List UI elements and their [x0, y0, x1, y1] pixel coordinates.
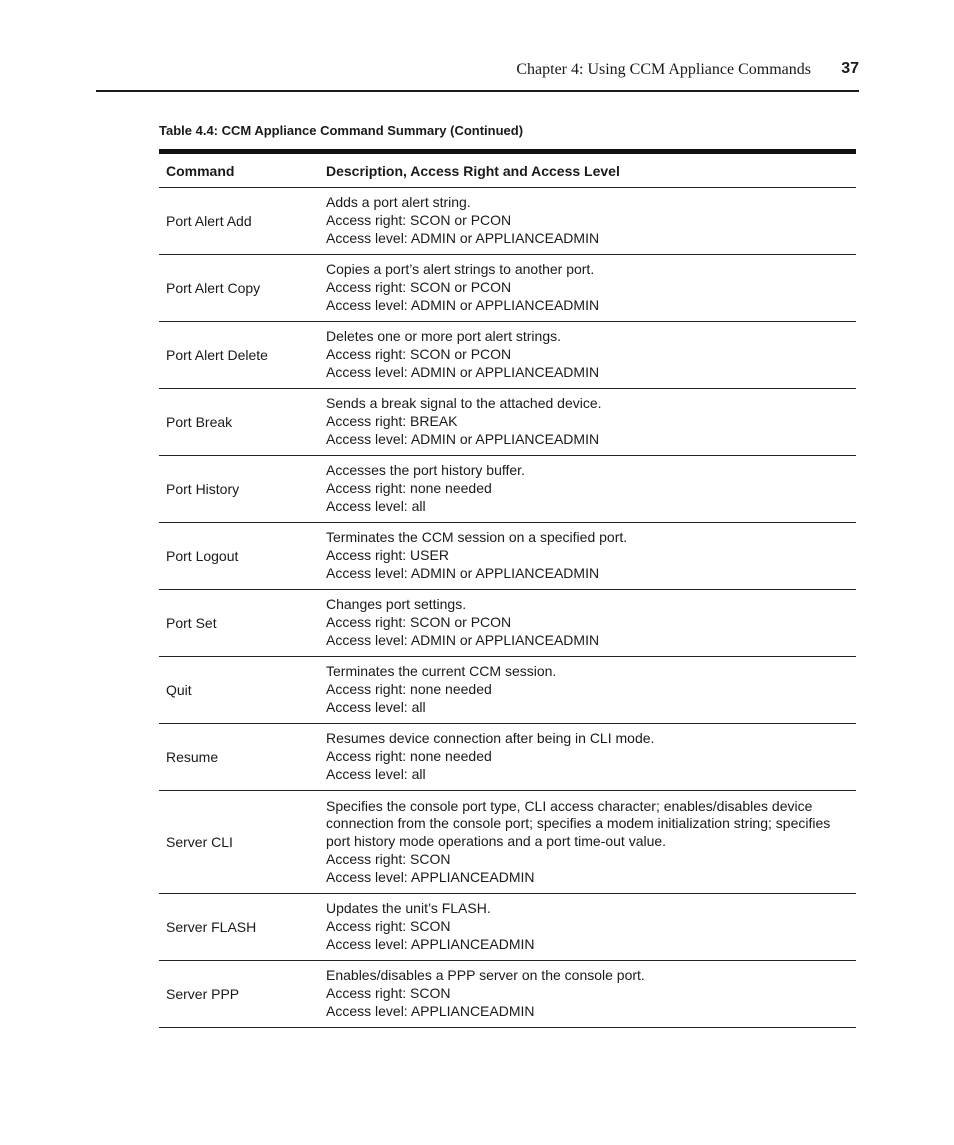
table-row	[159, 894, 856, 961]
command-name: Server FLASH	[166, 919, 257, 935]
description-line: Access right: SCON or PCON	[326, 212, 512, 229]
command-description	[319, 389, 856, 455]
description-line: Access level: ADMIN or APPLIANCEADMIN	[326, 296, 600, 313]
command-name: Port History	[166, 481, 240, 497]
command-description	[319, 322, 856, 388]
table-row	[159, 961, 856, 1028]
table-row	[159, 791, 856, 894]
column-header-description: Description, Access Right and Access Level	[326, 162, 620, 179]
table-row	[159, 188, 856, 255]
command-description	[319, 188, 856, 254]
command-description	[319, 523, 856, 589]
description-line: Access level: ADMIN or APPLIANCEADMIN	[326, 564, 600, 581]
description-line: Access right: USER	[326, 547, 449, 564]
description-line: Access right: SCON or PCON	[326, 279, 512, 296]
description-line: Changes port settings.	[326, 596, 467, 613]
command-description	[319, 724, 856, 790]
description-line: Access right: BREAK	[326, 413, 458, 430]
command-name: Port Alert Delete	[166, 347, 268, 363]
command-description	[319, 961, 856, 1027]
table-row	[159, 657, 856, 724]
command-name: Port Logout	[166, 548, 239, 564]
table-row	[159, 590, 856, 657]
chapter-title: Chapter 4: Using CCM Appliance Commands	[516, 61, 811, 78]
command-description	[319, 456, 856, 522]
column-header-command: Command	[166, 162, 235, 179]
description-line: Updates the unit’s FLASH.	[326, 900, 491, 917]
command-description	[319, 255, 856, 321]
command-name: Resume	[166, 749, 219, 765]
command-summary-table	[159, 149, 856, 1028]
description-line: Access right: SCON or PCON	[326, 614, 512, 631]
command-name: Port Alert Copy	[166, 280, 261, 296]
command-name: Quit	[166, 682, 192, 698]
command-description	[319, 791, 856, 893]
page-header	[96, 58, 859, 92]
table-row	[159, 389, 856, 456]
command-name: Port Break	[166, 414, 233, 430]
description-line: Access right: none needed	[326, 480, 492, 497]
page-number: 37	[841, 60, 859, 77]
table-row	[159, 456, 856, 523]
description-line: Deletes one or more port alert strings.	[326, 328, 561, 345]
table-row	[159, 255, 856, 322]
description-line: Access level: ADMIN or APPLIANCEADMIN	[326, 363, 600, 380]
description-line: Enables/disables a PPP server on the console port.	[326, 967, 645, 984]
description-line: Access level: ADMIN or APPLIANCEADMIN	[326, 430, 600, 447]
command-name: Server PPP	[166, 986, 240, 1002]
description-line: Access right: SCON	[326, 985, 451, 1002]
description-line: Access right: none needed	[326, 681, 492, 698]
description-line: connection from the console port; specifies a modem initialization string; specifies	[326, 815, 831, 832]
command-description	[319, 590, 856, 656]
command-description	[319, 657, 856, 723]
description-line: Adds a port alert string.	[326, 194, 471, 211]
table-header-row	[159, 154, 856, 188]
description-line: Accesses the port history buffer.	[326, 462, 525, 479]
description-line: Access level: APPLIANCEADMIN	[326, 935, 535, 952]
table-row	[159, 724, 856, 791]
description-line: port history mode operations and a port time-out value.	[326, 833, 667, 850]
description-line: Access right: none needed	[326, 748, 492, 765]
description-line: Access level: all	[326, 497, 426, 514]
description-line: Access level: all	[326, 698, 426, 715]
table-caption: Table 4.4: CCM Appliance Command Summary (Continued)	[159, 123, 524, 138]
description-line: Access level: all	[326, 765, 426, 782]
description-line: Access right: SCON or PCON	[326, 346, 512, 363]
command-description	[319, 894, 856, 960]
description-line: Specifies the console port type, CLI access character; enables/disables device	[326, 797, 813, 814]
table-row	[159, 322, 856, 389]
description-line: Access level: ADMIN or APPLIANCEADMIN	[326, 631, 600, 648]
command-name: Port Set	[166, 615, 217, 631]
description-line: Access level: APPLIANCEADMIN	[326, 1002, 535, 1019]
table-row	[159, 523, 856, 590]
description-line: Terminates the current CCM session.	[326, 663, 557, 680]
description-line: Access right: SCON	[326, 918, 451, 935]
command-name: Server CLI	[166, 834, 233, 850]
table-body	[159, 188, 856, 1028]
description-line: Resumes device connection after being in CLI mode.	[326, 730, 655, 747]
description-line: Access level: APPLIANCEADMIN	[326, 868, 535, 885]
command-name: Port Alert Add	[166, 213, 252, 229]
description-line: Access level: ADMIN or APPLIANCEADMIN	[326, 229, 600, 246]
description-line: Copies a port’s alert strings to another port.	[326, 261, 595, 278]
description-line: Access right: SCON	[326, 850, 451, 867]
description-line: Terminates the CCM session on a specified port.	[326, 529, 628, 546]
description-line: Sends a break signal to the attached device.	[326, 395, 602, 412]
